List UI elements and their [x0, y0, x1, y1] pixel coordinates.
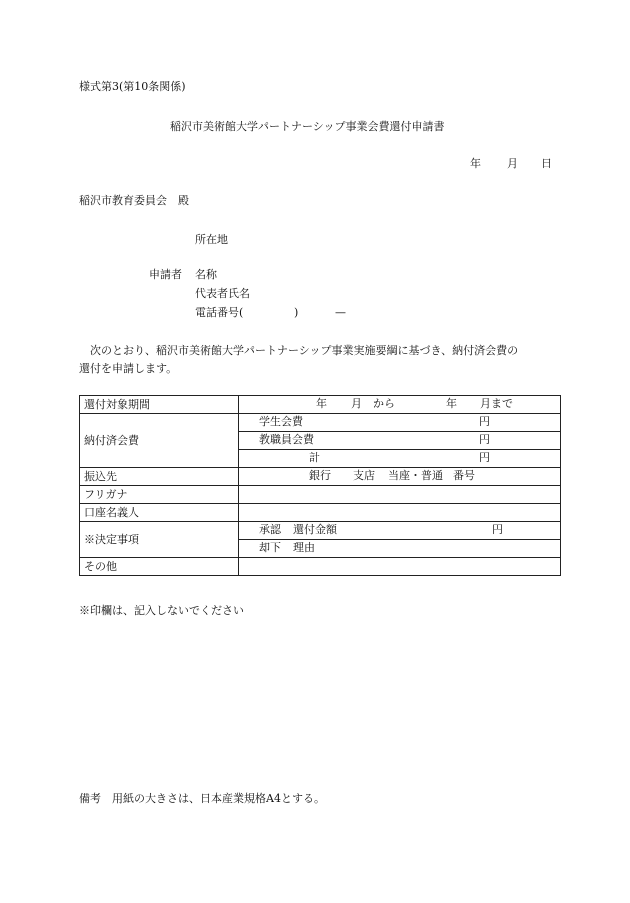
account-type-label: 当座・普通 [388, 469, 443, 482]
branch-label: 支店 [353, 469, 375, 482]
table-row-other [80, 558, 561, 576]
period-label: 還付対象期間 [80, 396, 239, 414]
decision-label: ※決定事項 [80, 522, 239, 558]
phone-close-paren: ) [294, 306, 299, 319]
remarks: 備考 用紙の大きさは、日本産業規格A4とする。 [79, 792, 325, 805]
refund-amount-label: 還付金額 [293, 523, 337, 536]
table-row-period [80, 396, 561, 414]
document-title: 稲沢市美術館大学パートナーシップ事業会費還付申請書 [170, 120, 445, 133]
phone-label: 電話番号( [195, 306, 244, 319]
phone-dash: — [335, 306, 346, 319]
stamp-note: ※印欄は、記入しないでください [79, 604, 244, 617]
approval-label: 承認 [259, 523, 281, 536]
bank-label: 銀行 [309, 469, 331, 482]
form-number: 様式第3(第10条関係) [79, 80, 186, 93]
other-value[interactable] [239, 558, 561, 576]
representative-label: 代表者氏名 [195, 287, 250, 300]
furigana-label: フリガナ [80, 486, 239, 504]
other-label: その他 [80, 558, 239, 576]
paid-fee-label: 納付済会費 [80, 414, 239, 468]
applicant-label: 申請者 [149, 268, 182, 281]
total-yen: 円 [479, 451, 490, 464]
refund-amount-yen: 円 [492, 523, 503, 536]
staff-fee-yen: 円 [479, 433, 490, 446]
student-fee-label: 学生会費 [259, 415, 303, 428]
student-fee-yen: 円 [479, 415, 490, 428]
period-month1: 月 [351, 397, 362, 410]
approval-value [239, 522, 561, 540]
date-day: 日 [541, 157, 552, 170]
table-row-holder [80, 504, 561, 522]
total-label: 計 [309, 451, 320, 464]
application-table [79, 395, 561, 576]
body-text-line2: 還付を申請します。 [79, 362, 178, 375]
rejection-label: 却下 [259, 541, 281, 554]
transfer-label: 振込先 [80, 468, 239, 486]
date-year: 年 [470, 157, 481, 170]
table-row-approval [80, 522, 561, 540]
rejection-value [239, 540, 561, 558]
table-row-transfer [80, 468, 561, 486]
holder-label: 口座名義人 [80, 504, 239, 522]
total-value[interactable] [239, 450, 561, 468]
furigana-value[interactable] [239, 486, 561, 504]
body-text-line1: 次のとおり、稲沢市美術館大学パートナーシップ事業実施要綱に基づき、納付済会費の [90, 344, 519, 357]
staff-fee-value[interactable] [239, 432, 561, 450]
holder-value[interactable] [239, 504, 561, 522]
period-year1: 年 [316, 397, 327, 410]
transfer-value[interactable] [239, 468, 561, 486]
period-from: から [373, 397, 395, 410]
period-value[interactable] [239, 396, 561, 414]
account-number-label: 番号 [453, 469, 475, 482]
table-row-student-fee [80, 414, 561, 432]
staff-fee-label: 教職員会費 [259, 433, 314, 446]
period-until: 月まで [480, 397, 513, 410]
table-row-furigana [80, 486, 561, 504]
student-fee-value[interactable] [239, 414, 561, 432]
addressee: 稲沢市教育委員会 殿 [79, 194, 189, 207]
date-month: 月 [507, 157, 518, 170]
reason-label: 理由 [293, 541, 315, 554]
address-label: 所在地 [195, 233, 228, 246]
name-label: 名称 [195, 268, 217, 281]
period-year2: 年 [446, 397, 457, 410]
